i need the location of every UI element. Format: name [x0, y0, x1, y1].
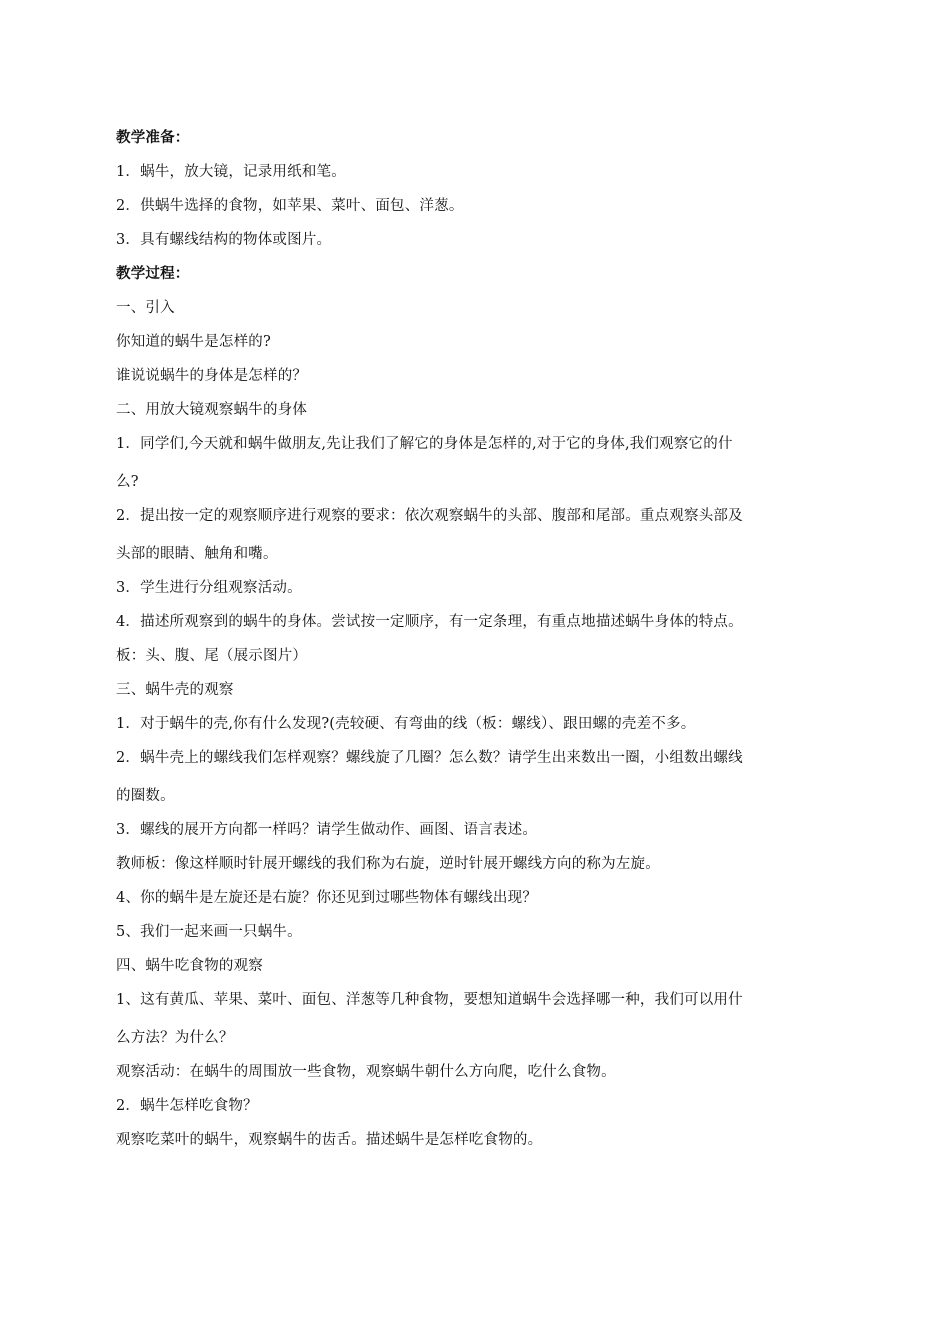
- prep-item: 2．供蜗牛选择的食物，如苹果、菜叶、面包、洋葱。: [116, 198, 464, 214]
- paragraph-line: 的圈数。: [116, 788, 175, 804]
- document-body: [116, 124, 838, 1160]
- paragraph-line: 观察活动：在蜗牛的周围放一些食物，观察蜗牛朝什么方向爬，吃什么食物。: [116, 1064, 616, 1080]
- paragraph-line: 2．蜗牛怎样吃食物？: [116, 1098, 258, 1114]
- paragraph-line: 谁说说蜗牛的身体是怎样的？: [116, 368, 308, 384]
- paragraph-line: 3．螺线的展开方向都一样吗？请学生做动作、画图、语言表述。: [116, 822, 538, 838]
- section-title-intro: 一、引入: [116, 300, 175, 316]
- paragraph-line: 2．蜗牛壳上的螺线我们怎样观察？螺线旋了几圈？怎么数？请学生出来数出一圈，小组数出螺线: [116, 750, 743, 766]
- paragraph-line: 3．学生进行分组观察活动。: [116, 580, 302, 596]
- paragraph-line: 4、你的蜗牛是左旋还是右旋？你还见到过哪些物体有螺线出现？: [116, 890, 538, 906]
- paragraph-line: 么?: [116, 474, 139, 490]
- paragraph-line: 么方法？为什么？: [116, 1030, 234, 1046]
- paragraph-line: 头部的眼睛、触角和嘴。: [116, 546, 278, 562]
- prep-item: 1．蜗牛，放大镜，记录用纸和笔。: [116, 164, 346, 180]
- section-title-eating: 四、蜗牛吃食物的观察: [116, 958, 263, 974]
- prep-item: 3．具有螺线结构的物体或图片。: [116, 232, 332, 248]
- paragraph-line: 2．提出按一定的观察顺序进行观察的要求：依次观察蜗牛的头部、腹部和尾部。重点观察头部及: [116, 508, 743, 524]
- paragraph-line: 你知道的蜗牛是怎样的?: [116, 334, 271, 350]
- prep-heading: 教学准备：: [116, 129, 190, 146]
- paragraph-line: 板：头、腹、尾（展示图片）: [116, 648, 308, 664]
- paragraph-line: 1．同学们,今天就和蜗牛做朋友,先让我们了解它的身体是怎样的,对于它的身体,我们观察它的什: [116, 436, 733, 452]
- process-heading: 教学过程：: [116, 265, 190, 282]
- paragraph-line: 4．描述所观察到的蜗牛的身体。尝试按一定顺序，有一定条理，有重点地描述蜗牛身体的特点。: [116, 614, 743, 630]
- paragraph-line: 1、这有黄瓜、苹果、菜叶、面包、洋葱等几种食物，要想知道蜗牛会选择哪一种，我们可以用什: [116, 992, 743, 1008]
- paragraph-line: 5、我们一起来画一只蜗牛。: [116, 924, 302, 940]
- paragraph-line: 教师板：像这样顺时针展开螺线的我们称为右旋，逆时针展开螺线方向的称为左旋。: [116, 856, 660, 872]
- paragraph-line: 观察吃菜叶的蜗牛，观察蜗牛的齿舌。描述蜗牛是怎样吃食物的。: [116, 1132, 543, 1148]
- paragraph-line: 1．对于蜗牛的壳,你有什么发现?(壳较硬、有弯曲的线（板：螺线）、跟田螺的壳差不多。: [116, 716, 696, 732]
- section-title-magnifier: 二、用放大镜观察蜗牛的身体: [116, 402, 308, 418]
- section-title-shell: 三、蜗牛壳的观察: [116, 682, 234, 698]
